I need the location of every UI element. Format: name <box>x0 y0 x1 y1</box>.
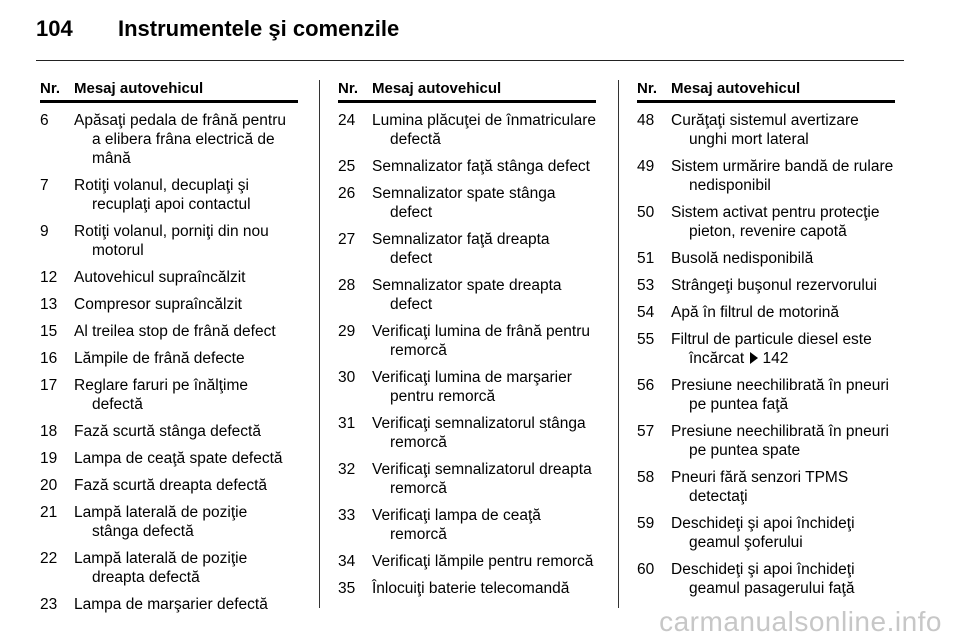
table-row <box>338 368 596 406</box>
message-text-content: Semnalizator spate dreapta defect <box>372 277 562 313</box>
message-text <box>372 111 596 149</box>
message-number: 58 <box>637 469 655 486</box>
message-number: 32 <box>338 461 356 478</box>
message-text-content: Fază scurtă dreapta defectă <box>74 477 268 494</box>
message-text <box>74 549 298 587</box>
message-text <box>74 595 298 614</box>
message-text <box>671 376 895 414</box>
table-row <box>40 268 298 287</box>
message-number: 57 <box>637 423 655 440</box>
page-number: 104 <box>36 16 73 41</box>
column-divider <box>319 80 320 608</box>
message-number: 12 <box>40 269 58 286</box>
table-row <box>637 203 895 241</box>
message-text <box>372 184 596 222</box>
column-header-message: Mesaj autovehicul <box>372 80 502 97</box>
message-text <box>671 276 895 295</box>
message-text <box>74 111 298 168</box>
message-number: 6 <box>40 112 49 129</box>
table-row <box>637 422 895 460</box>
table-row <box>338 157 596 176</box>
message-text-content: Al treilea stop de frână defect <box>74 323 276 340</box>
message-number: 48 <box>637 112 655 129</box>
message-text-content: Autovehicul supraîncălzit <box>74 269 246 286</box>
message-text <box>74 295 298 314</box>
message-number: 53 <box>637 277 655 294</box>
message-text <box>372 157 596 176</box>
page-reference-arrow-icon <box>750 352 758 364</box>
table-row <box>338 414 596 452</box>
table-row <box>338 460 596 498</box>
table-row <box>637 376 895 414</box>
message-number: 19 <box>40 450 58 467</box>
message-text <box>372 276 596 314</box>
message-number: 23 <box>40 596 58 613</box>
table-row <box>637 111 895 149</box>
column-header-nr: Nr. <box>40 80 61 97</box>
message-text-content: Lampa de ceaţă spate defectă <box>74 450 283 467</box>
message-text <box>671 203 895 241</box>
page-header <box>36 16 399 42</box>
page-reference-link[interactable]: 142 <box>762 350 789 367</box>
table-row <box>40 111 298 168</box>
message-number: 51 <box>637 250 655 267</box>
message-text <box>372 322 596 360</box>
message-text-content: Presiune neechilibrată în pneuri pe puntea spate <box>671 423 889 459</box>
message-number: 49 <box>637 158 655 175</box>
message-text <box>372 460 596 498</box>
message-text <box>74 449 298 468</box>
table-row <box>637 560 895 598</box>
message-number: 26 <box>338 185 356 202</box>
column-divider <box>618 80 619 608</box>
table-row <box>637 303 895 322</box>
message-number: 55 <box>637 331 655 348</box>
table-row <box>338 111 596 149</box>
message-text-content: Lampa de marşarier defectă <box>74 596 268 613</box>
column-header-message: Mesaj autovehicul <box>74 80 204 97</box>
message-text <box>372 506 596 544</box>
message-number: 35 <box>338 580 356 597</box>
table-row <box>338 322 596 360</box>
message-text-content: Apă în filtrul de motorină <box>671 304 840 321</box>
message-number: 20 <box>40 477 58 494</box>
message-number: 29 <box>338 323 356 340</box>
table-row <box>637 330 895 368</box>
message-text-content: Verificaţi lămpile pentru remorcă <box>372 553 594 570</box>
table-row <box>40 449 298 468</box>
message-text-content: Sistem urmărire bandă de rulare nedisponibil <box>671 158 894 194</box>
table-row <box>637 276 895 295</box>
message-text-content: Curăţaţi sistemul avertizare unghi mort lateral <box>671 112 859 148</box>
message-text <box>372 579 596 598</box>
message-text-content: Deschideţi şi apoi închideţi geamul şoferului <box>671 515 855 551</box>
message-number: 27 <box>338 231 356 248</box>
column-header-nr: Nr. <box>637 80 658 97</box>
column-header-nr: Nr. <box>338 80 359 97</box>
column-header <box>338 80 596 103</box>
message-column-3 <box>637 80 895 598</box>
message-number: 21 <box>40 504 58 521</box>
header-rule <box>36 60 904 61</box>
message-number: 15 <box>40 323 58 340</box>
message-text-content: Rotiţi volanul, porniţi din nou motorul <box>74 223 269 259</box>
table-row <box>40 349 298 368</box>
message-text <box>671 422 895 460</box>
message-text-content: Pneuri fără senzori TPMS detectaţi <box>671 469 849 505</box>
message-number: 50 <box>637 204 655 221</box>
message-column-1 <box>40 80 298 614</box>
message-text-content: Verificaţi lampa de ceaţă remorcă <box>372 507 541 543</box>
message-text <box>74 422 298 441</box>
table-row <box>40 549 298 587</box>
page-title: Instrumentele şi comenzile <box>118 16 400 41</box>
table-row <box>40 422 298 441</box>
message-number: 16 <box>40 350 58 367</box>
message-text <box>74 349 298 368</box>
message-number: 54 <box>637 304 655 321</box>
message-text-content: Semnalizator faţă stânga defect <box>372 158 590 175</box>
message-number: 7 <box>40 177 49 194</box>
watermark: carmanualsonline.info <box>659 606 942 637</box>
message-text-content: Reglare faruri pe înălţime defectă <box>74 377 249 413</box>
message-text <box>671 514 895 552</box>
column-header <box>40 80 298 103</box>
message-text <box>671 330 895 368</box>
message-number: 34 <box>338 553 356 570</box>
table-row <box>637 157 895 195</box>
message-text-content: Verificaţi semnalizatorul stânga remorcă <box>372 415 586 451</box>
table-row <box>40 503 298 541</box>
message-text-content: Verificaţi lumina de frână pentru remorcă <box>372 323 590 359</box>
message-text <box>372 230 596 268</box>
table-row <box>40 476 298 495</box>
message-text <box>74 476 298 495</box>
message-number: 28 <box>338 277 356 294</box>
message-text-content: Sistem activat pentru protecţie pieton, revenire capotă <box>671 204 880 240</box>
message-text <box>74 176 298 214</box>
message-text <box>671 111 895 149</box>
message-text <box>671 249 895 268</box>
table-row <box>637 249 895 268</box>
message-text <box>74 322 298 341</box>
table-row <box>338 579 596 598</box>
message-number: 22 <box>40 550 58 567</box>
table-row <box>40 595 298 614</box>
table-row <box>40 376 298 414</box>
table-row <box>637 514 895 552</box>
message-text <box>372 552 596 571</box>
table-row <box>40 176 298 214</box>
message-text-content: Semnalizator spate stânga defect <box>372 185 556 221</box>
message-number: 30 <box>338 369 356 386</box>
column-header <box>637 80 895 103</box>
message-text-content: Compresor supraîncălzit <box>74 296 242 313</box>
column-header-message: Mesaj autovehicul <box>671 80 801 97</box>
message-text <box>74 503 298 541</box>
message-text-content: Semnalizator faţă dreapta defect <box>372 231 550 267</box>
message-text-content: Presiune neechilibrată în pneuri pe puntea faţă <box>671 377 889 413</box>
table-row <box>338 506 596 544</box>
message-text-content: Apăsaţi pedala de frână pentru a elibera frâna electrică de mână <box>74 112 286 167</box>
message-text-content: Deschideţi şi apoi închideţi geamul pasagerului faţă <box>671 561 855 597</box>
message-number: 13 <box>40 296 58 313</box>
table-row <box>338 276 596 314</box>
message-number: 33 <box>338 507 356 524</box>
message-number: 60 <box>637 561 655 578</box>
table-row <box>338 552 596 571</box>
message-text <box>74 222 298 260</box>
table-row <box>637 468 895 506</box>
table-row <box>40 222 298 260</box>
message-number: 18 <box>40 423 58 440</box>
message-number: 24 <box>338 112 356 129</box>
message-text <box>372 368 596 406</box>
table-row <box>338 184 596 222</box>
message-text-content: Înlocuiţi baterie telecomandă <box>372 580 570 597</box>
table-row <box>40 295 298 314</box>
message-text-content: Busolă nedisponibilă <box>671 250 814 267</box>
message-text-content: Fază scurtă stânga defectă <box>74 423 261 440</box>
message-text <box>671 468 895 506</box>
message-text <box>74 376 298 414</box>
message-text-content: Lămpile de frână defecte <box>74 350 245 367</box>
message-text <box>671 157 895 195</box>
message-text-content: Rotiţi volanul, decuplaţi şi recuplaţi apoi contactul <box>74 177 251 213</box>
table-row <box>338 230 596 268</box>
message-number: 17 <box>40 377 58 394</box>
message-text <box>671 560 895 598</box>
table-row <box>40 322 298 341</box>
message-number: 25 <box>338 158 356 175</box>
message-text-content: Verificaţi lumina de marşarier pentru remorcă <box>372 369 572 405</box>
message-column-2 <box>338 80 596 598</box>
message-text-content: Lampă laterală de poziţie dreapta defectă <box>74 550 248 586</box>
message-text <box>372 414 596 452</box>
message-number: 59 <box>637 515 655 532</box>
message-text-content: Lampă laterală de poziţie stânga defectă <box>74 504 248 540</box>
message-text <box>74 268 298 287</box>
message-number: 9 <box>40 223 49 240</box>
message-text <box>671 303 895 322</box>
message-text-content: Verificaţi semnalizatorul dreapta remorcă <box>372 461 592 497</box>
message-text-content: Filtrul de particule diesel este încărcat <box>671 331 872 367</box>
message-text-content: Strângeţi buşonul rezervorului <box>671 277 877 294</box>
message-number: 31 <box>338 415 356 432</box>
message-text-content: Lumina plăcuţei de înmatriculare defectă <box>372 112 597 148</box>
message-number: 56 <box>637 377 655 394</box>
